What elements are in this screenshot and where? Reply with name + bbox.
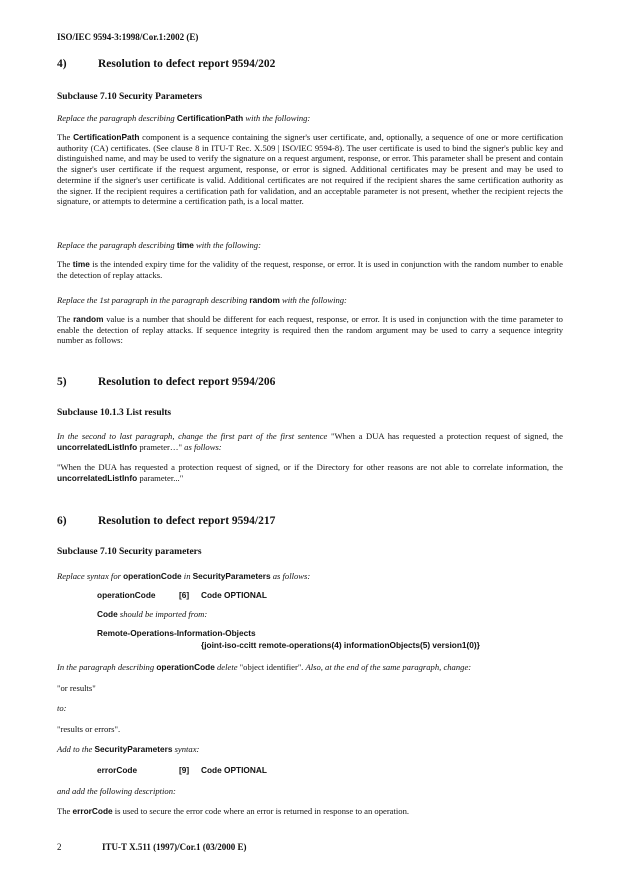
section-6-number: 6) [57,515,67,527]
section-5-heading [57,376,275,388]
paragraph-random: The random value is a number that should be different for each request, response, or error. It is used in conjunction with the time parameter to enable the detection of replay attacks. If sequence integrity is required then the random argument may be used to carry a sequence integrity number as follows: [57,314,563,346]
section-6-title: Resolution to defect report 9594/217 [98,515,276,527]
instruction-list-results: In the second to last paragraph, change the first part of the first sentence "When a DUA has requested a protection request of signed, the uncorrelatedListInfo prameter…" as follows: [57,431,563,452]
code-module-name: Remote-Operations-Information-Objects [97,628,256,638]
section-5-number: 5) [57,376,67,388]
code-operationcode-tag: [6] [179,590,190,600]
instruction-time: Replace the paragraph describing time with the following: [57,240,261,250]
code-operationcode-type: Code OPTIONAL [201,590,267,600]
code-errorcode-name: errorCode [97,765,138,775]
paragraph-errorcode: The errorCode is used to secure the error code where an error is returned in response to an operation. [57,806,410,816]
instruction-certificationpath: Replace the paragraph describing CertificationPath with the following: [57,113,311,123]
code-errorcode-tag: [9] [179,765,190,775]
section-4-subclause: Subclause 7.10 Security Parameters [57,92,203,102]
code-module-oid: {joint-iso-ccitt remote-operations(4) informationObjects(5) version1(0)} [201,640,480,650]
import-note: Code should be imported from: [97,609,208,619]
instruction-operationcode-syntax: Replace syntax for operationCode in SecurityParameters as follows: [57,571,311,581]
footer-text: ITU-T X.511 (1997)/Cor.1 (03/2000 E) [102,842,247,852]
instruction-random: Replace the 1st paragraph in the paragraph describing random with the following: [57,295,347,305]
text-or-results: "or results" [57,683,96,693]
instruction-add-syntax: Add to the SecurityParameters syntax: [57,744,200,754]
term-certificationpath: CertificationPath [73,132,140,142]
section-4-title: Resolution to defect report 9594/202 [98,58,276,70]
code-operationcode-name: operationCode [97,590,156,600]
paragraph-certificationpath: The CertificationPath component is a sequence containing the signer's user certificate, and, optionally, a sequence of one or more certification authority (CA) certificates. (See clause 8 in ITU-T Rec. X.509 | ISO/IEC 9594-8). The user certificate is used to bind the signer's public key and distinguished name, and may be used to verify the signature on a request argument, response, or error. This parameter shall be present and contain the signer's user certificate if the request argument, response, or error is signed. Additional certificates may be present and may be used to determine if the signer's user certificate is valid. Additional certificates are not required if the recipient shares the same certification authority as the signer. If the recipient requires a certification path for validation, and an acceptable parameter is not present, whether the recipient rejects the signature, or attempts to determine a certification path, is a local matter. [57,132,563,207]
term-random: random [73,314,104,324]
term-errorcode: errorCode [72,806,113,816]
term-time: time [72,259,90,269]
section-4-heading [57,58,275,70]
section-6-heading [57,515,275,527]
instruction-operationcode-delete: In the paragraph describing operationCode delete "object identifier". Also, at the end of the same paragraph, change: [57,662,472,672]
page-number: 2 [57,842,62,852]
page-footer [57,842,247,852]
text-results-or-errors: "results or errors". [57,724,121,734]
code-errorcode-type: Code OPTIONAL [201,765,267,775]
quote-list-results: "When the DUA has requested a protection request of signed, or if the Directory for other reasons are not able to correlate information, the uncorrelatedListInfo parameter..." [57,462,563,483]
section-6-subclause: Subclause 7.10 Security parameters [57,547,202,557]
instruction-add-description: and add the following description: [57,786,176,796]
paragraph-time: The time is the intended expiry time for the validity of the request, response, or error. It is used in conjunction with the random number to enable the detection of replay attacks. [57,259,563,280]
section-4-number: 4) [57,58,67,70]
running-header: ISO/IEC 9594-3:1998/Cor.1:2002 (E) [57,32,199,42]
section-5-subclause: Subclause 10.1.3 List results [57,408,172,418]
section-5-title: Resolution to defect report 9594/206 [98,376,276,388]
term-uncorrelatedlistinfo: uncorrelatedListInfo [57,472,138,483]
text-to: to: [57,703,67,713]
